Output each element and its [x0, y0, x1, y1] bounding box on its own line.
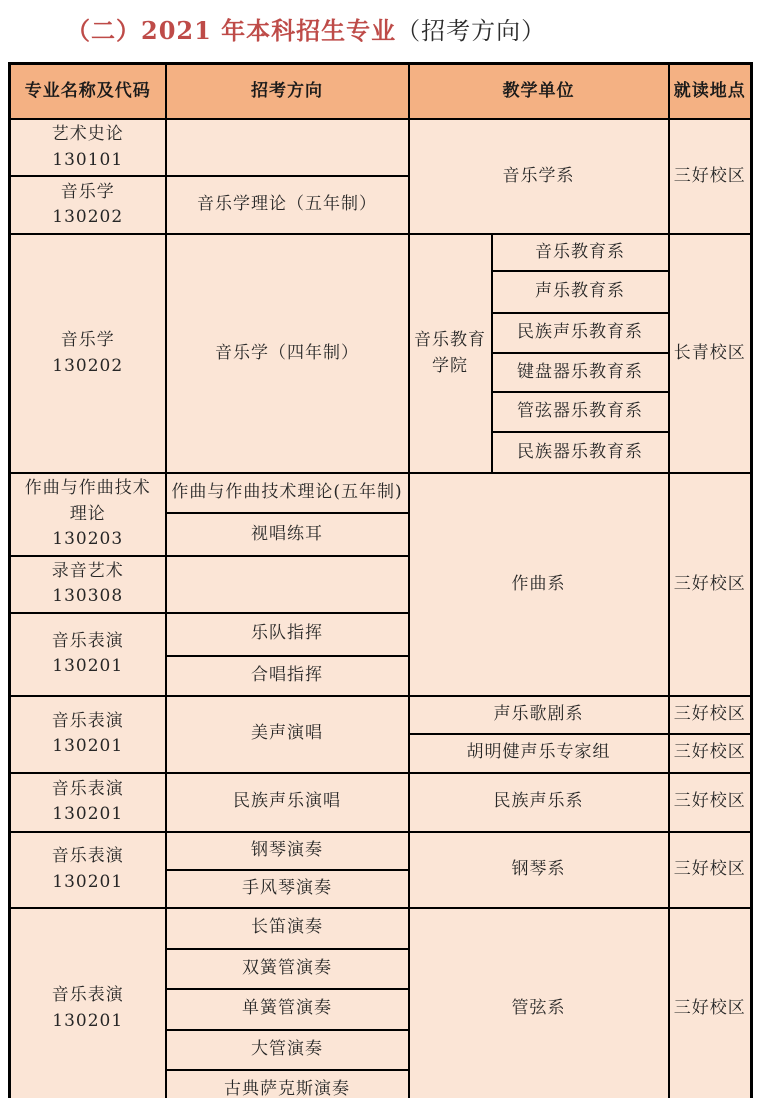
col-header-campus: 就读地点 — [669, 64, 752, 120]
admissions-table-wrapper — [8, 62, 758, 1098]
table-row — [10, 773, 752, 832]
teaching-unit-cell: 音乐学系 — [409, 119, 669, 234]
major-cell: 艺术史论 130101 — [10, 119, 166, 176]
major-cell: 录音艺术 130308 — [10, 556, 166, 613]
sub-unit-cell: 民族声乐教育系 — [492, 313, 669, 353]
header-row — [10, 64, 752, 120]
campus-cell: 三好校区 — [669, 473, 752, 696]
sub-unit-cell: 音乐教育系 — [492, 234, 669, 271]
teaching-unit-cell: 作曲系 — [409, 473, 669, 696]
direction-cell: 美声演唱 — [166, 696, 409, 773]
major-cell: 音乐表演 130201 — [10, 613, 166, 696]
teaching-unit-cell: 钢琴系 — [409, 832, 669, 908]
direction-cell: 双簧管演奏 — [166, 949, 409, 989]
teaching-unit-cell: 音乐教育 学院 — [409, 234, 492, 473]
campus-cell: 三好校区 — [669, 908, 752, 1098]
major-cell: 音乐表演 130201 — [10, 696, 166, 773]
major-cell: 音乐表演 130201 — [10, 832, 166, 908]
sub-unit-cell: 键盘器乐教育系 — [492, 353, 669, 392]
sub-unit-cell: 管弦器乐教育系 — [492, 392, 669, 432]
major-cell: 作曲与作曲技术 理论 130203 — [10, 473, 166, 556]
table-row — [10, 832, 752, 870]
page-title-main: （二）2021 年本科招生专业 — [66, 16, 397, 45]
direction-cell: 单簧管演奏 — [166, 989, 409, 1030]
table-row — [10, 119, 752, 176]
teaching-unit-cell: 胡明健声乐专家组 — [409, 734, 669, 773]
campus-cell: 三好校区 — [669, 734, 752, 773]
table-row — [10, 696, 752, 734]
direction-cell — [166, 556, 409, 613]
direction-cell: 音乐学理论（五年制） — [166, 176, 409, 234]
sub-unit-cell: 声乐教育系 — [492, 271, 669, 313]
campus-cell: 三好校区 — [669, 773, 752, 832]
direction-cell: 作曲与作曲技术理论(五年制) — [166, 473, 409, 513]
direction-cell: 钢琴演奏 — [166, 832, 409, 870]
major-cell: 音乐表演 130201 — [10, 773, 166, 832]
direction-cell: 乐队指挥 — [166, 613, 409, 656]
direction-cell: 大管演奏 — [166, 1030, 409, 1070]
major-cell: 音乐表演 130201 — [10, 908, 166, 1098]
table-row — [10, 908, 752, 949]
col-header-teaching-unit: 教学单位 — [409, 64, 669, 120]
direction-cell: 视唱练耳 — [166, 513, 409, 555]
teaching-unit-cell: 民族声乐系 — [409, 773, 669, 832]
direction-cell: 古典萨克斯演奏 — [166, 1070, 409, 1098]
table-row — [10, 473, 752, 513]
col-header-direction: 招考方向 — [166, 64, 409, 120]
col-header-major: 专业名称及代码 — [10, 64, 166, 120]
campus-cell: 三好校区 — [669, 119, 752, 234]
campus-cell: 三好校区 — [669, 832, 752, 908]
teaching-unit-cell: 声乐歌剧系 — [409, 696, 669, 734]
page-title — [66, 15, 758, 47]
page-title-suffix: （招考方向） — [396, 17, 547, 45]
sub-unit-cell: 民族器乐教育系 — [492, 432, 669, 473]
direction-cell: 长笛演奏 — [166, 908, 409, 949]
major-cell: 音乐学 130202 — [10, 176, 166, 234]
direction-cell: 音乐学（四年制） — [166, 234, 409, 473]
direction-cell: 手风琴演奏 — [166, 870, 409, 908]
campus-cell: 长青校区 — [669, 234, 752, 473]
table-row — [10, 234, 752, 271]
direction-cell: 合唱指挥 — [166, 656, 409, 696]
campus-cell: 三好校区 — [669, 696, 752, 734]
direction-cell: 民族声乐演唱 — [166, 773, 409, 832]
admissions-table — [8, 62, 753, 1098]
major-cell: 音乐学 130202 — [10, 234, 166, 473]
teaching-unit-cell: 管弦系 — [409, 908, 669, 1098]
direction-cell — [166, 119, 409, 176]
